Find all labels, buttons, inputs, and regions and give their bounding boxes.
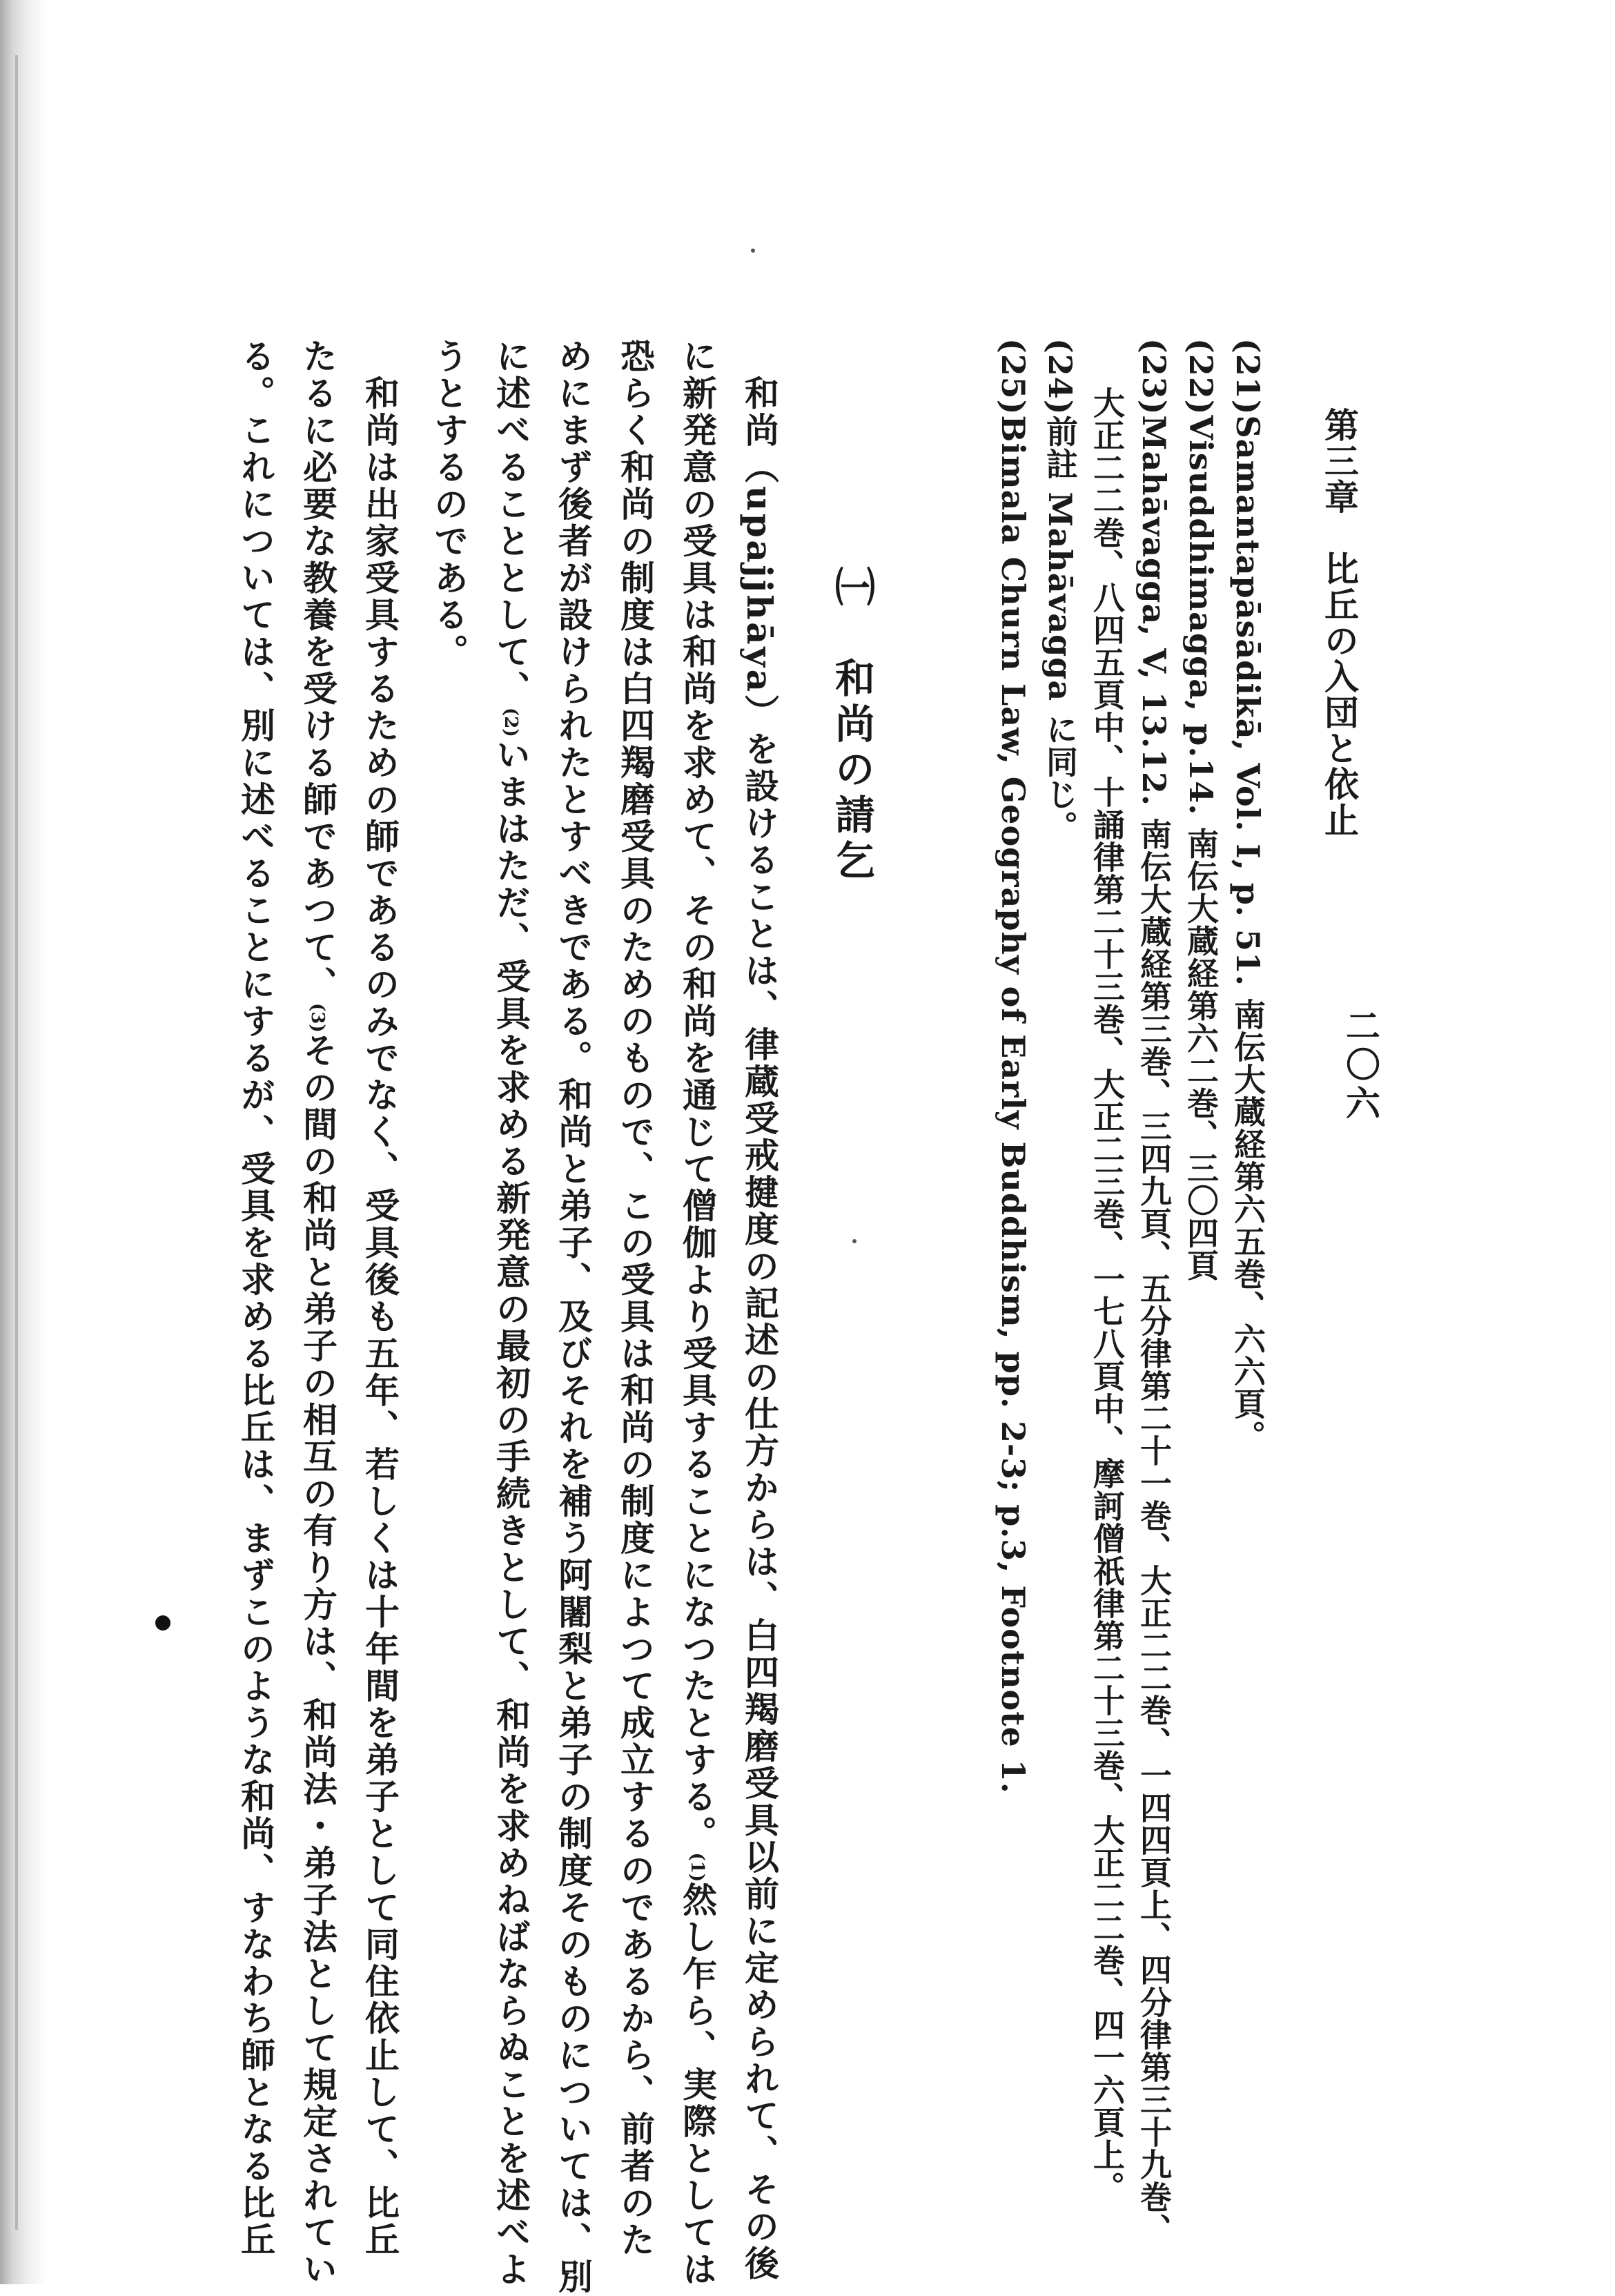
footnote-reference[interactable]: (3) [307, 1003, 328, 1033]
footnote-22 [1182, 338, 1220, 1282]
body-line [677, 338, 718, 2288]
body-text: 恐らく和尚の制度は白四羯磨受具のためのもので、この受具は和尚の制度によつて成立するのであるから、前者のた [615, 338, 656, 2259]
scan-artifact-speck [852, 1239, 857, 1243]
chapter-title: 第三章 比丘の入団と依止 [1319, 407, 1360, 838]
body-line [491, 338, 531, 2288]
footnote-number: (25) [995, 338, 1032, 416]
body-line [297, 338, 338, 2288]
section-heading: ㈠ 和尚の請乞 [828, 566, 875, 885]
footnote-number: (21) [1229, 338, 1266, 416]
page-number: 二〇六 [1340, 1008, 1381, 1124]
body-text: 然し乍ら、実際としては [677, 1882, 718, 2288]
footnote-23 [1135, 338, 1173, 2246]
footnote-number: (22) [1182, 338, 1220, 416]
body-line [739, 338, 780, 2283]
footnote-text: Visuddhimagga, p.14. 南伝大蔵経第六二巻、三〇四頁 [1182, 415, 1220, 1282]
scan-artifact-speck [751, 249, 755, 253]
body-text: る。これについては、別に述べることにするが、受具を求める比丘は、まずこのような和尚、すなわち師となる比丘 [235, 338, 276, 2259]
footnote-number: (23) [1135, 338, 1173, 416]
body-text: いまはただ、受具を求める新発意の最初の手続きとして、和尚を求めねばならぬことを述べよ [491, 737, 531, 2288]
footnote-25 [995, 338, 1032, 1794]
footnote-number: (24) [1041, 338, 1079, 416]
body-text: 和尚は出家受具するための師であるのみでなく、受具後も五年、若しくは十年間を弟子として同住依止して、比丘 [360, 338, 400, 2259]
body-line [429, 338, 469, 671]
footnote-text: 大正二二巻、八四五頁中、十誦律第二十三巻、大正二三巻、一七八頁中、摩訶僧祇律第二十三巻、大正二二巻、四一六頁上。 [1088, 387, 1126, 2203]
body-text: たるに必要な教養を受ける師であつて、 [297, 338, 338, 1003]
footnote-text: Samantapāsādikā, Vol. I, p. 51. 南伝大蔵経第六五巻、六六頁。 [1229, 415, 1266, 1453]
body-text: その間の和尚と弟子の相互の有り方は、和尚法・弟子法として規定されてい [297, 1032, 338, 2288]
footnote-reference[interactable]: (2) [500, 708, 521, 737]
footnote-text: 前註 Mahāvagga に同じ。 [1041, 415, 1079, 844]
body-text: 和尚（upajjhāya）を設けることは、律蔵受戒揵度の記述の仕方からは、白四羯磨受具以前に定められて、その後 [739, 338, 780, 2283]
body-line [553, 338, 594, 2296]
body-text: うとするのである。 [429, 338, 469, 671]
body-text: に述べることとして、 [491, 338, 531, 708]
scan-edge-line [15, 55, 18, 2230]
scan-artifact-dot [155, 1615, 170, 1631]
footnote-reference[interactable]: (1) [687, 1852, 707, 1882]
footnote-21 [1229, 338, 1266, 1453]
body-line [615, 338, 656, 2259]
footnote-23-continued [1088, 387, 1126, 2203]
footnote-text: Mahāvagga, V, 13.12. 南伝大蔵経第三巻、三四九頁、五分律第二十一巻、大正二二巻、一四四頁上、四分律第三十九巻、 [1135, 415, 1173, 2246]
body-text: めにまず後者が設けられたとすべきである。和尚と弟子、及びそれを補う阿闍梨と弟子の制度そのものについては、別 [553, 338, 594, 2296]
scan-edge-shadow [0, 0, 48, 2284]
body-text: に新発意の受具は和尚を求めて、その和尚を通じて僧伽より受具することになつたとする。 [677, 338, 718, 1853]
body-line [235, 338, 276, 2259]
body-line [360, 338, 400, 2259]
footnote-24 [1041, 338, 1079, 844]
footnote-text: Bimala Churn Law, Geography of Early Buddhism, pp. 2-3; p.3, Footnote 1. [995, 415, 1032, 1794]
